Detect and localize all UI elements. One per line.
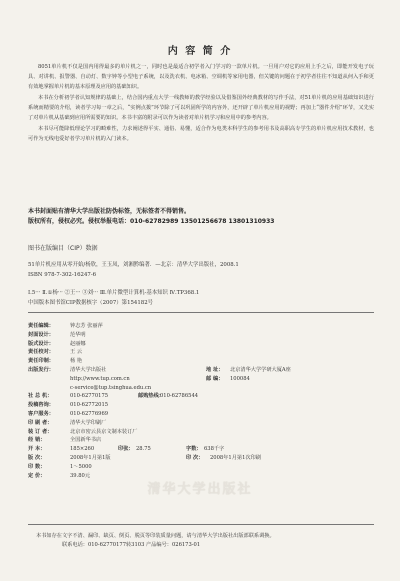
credit-row [28, 322, 374, 331]
credit-row [28, 436, 374, 445]
binder-value: 北京市密云县京文制本装订厂 [70, 428, 138, 435]
print-run-label: 印 数： [28, 463, 46, 470]
cip-number: 中国版本图书馆CIP数据核字（2007）第154182号 [28, 300, 154, 306]
cover-design-label: 封面设计： [28, 331, 54, 338]
proofreader-value: 王 云 [70, 349, 83, 356]
publisher-value: 清华大学出版社 [70, 366, 107, 373]
divider [28, 312, 374, 313]
print-run-value: 1～5000 [70, 463, 92, 470]
service-email[interactable]: c-service@tup.tsinghua.edu.cn [70, 384, 152, 391]
publisher-watermark: 清华大学出版社 [147, 482, 253, 497]
cip-isbn: ISBN 978-7-302-16247-6 [28, 272, 97, 278]
contact-and-product-code: 联系电话：010-62770177转3103 产品编号：026173-01 [62, 542, 201, 548]
cip-classification: Ⅰ.5··· Ⅱ.①杨··· ②王··· ③刘··· Ⅲ.单片微型计算机-基本知识 Ⅳ.TP368.1 [28, 290, 200, 296]
postcode-label: 邮 编： [206, 375, 224, 382]
intro-paragraph: 本书在分析初学者认知规律的基础上，结合国内重点大学一线教师的教学经验以及借鉴国外经典教材的写作手法，对51单片机的应用基础知识进行系统而精要的介绍，读者学习每一章之后，“实例点拨”环节除了可以巩固所学的内容外，还开辟了单片机应用的视野；再加上“器件介绍”环节，又先实了对单片机从基础到应用所需要的知识。本书丰富的附录可以作为读者对单片机学习和应用中的参考内容。 [28, 95, 374, 121]
quality-notice-text: 本书如存在文字不清、漏印、缺页、倒页、脱页等印装质量问题，请与清华大学出版社出版部联系调换。 [36, 533, 275, 539]
cip-title: 图书在版编目（CIP）数据 [28, 245, 98, 252]
intro-section [28, 62, 374, 145]
intro-title: 内 容 简 介 [167, 46, 233, 57]
mail-order-value: 010-62786544 [160, 393, 199, 400]
editor-value: 钟志芳 张丽萍 [70, 323, 103, 329]
distributor-label: 经 销： [28, 437, 46, 444]
price-label: 定 价： [28, 472, 46, 479]
cip-record: 51单片机应用从零开始/杨欣，王玉凤，刘湘黔编著．—北京：清华大学出版社，2008.1 [28, 262, 239, 268]
mail-order-label: 邮购热线： [138, 393, 164, 400]
cip-data [28, 243, 374, 308]
credit-row [28, 419, 374, 428]
publication-credits [28, 322, 374, 480]
credit-row [28, 366, 374, 375]
layout-design-label: 版式设计： [28, 340, 54, 347]
print-manager-value: 杨 艳 [70, 358, 83, 365]
credit-row [28, 331, 374, 340]
credit-row [28, 375, 374, 384]
print-manager-label: 责任印制： [28, 358, 54, 365]
printing-label: 印 次： [186, 454, 204, 461]
publisher-label: 出版发行： [28, 366, 54, 373]
printer-value: 清华大学印刷厂 [70, 419, 107, 426]
submission-value: 010-62772015 [70, 402, 109, 409]
proofreader-label: 责任校对： [28, 349, 54, 356]
intro-paragraph: 8051单片机不仅是国内用得最多的单片机之一，同时也是最适合初学者入门学习的一款单片机。一旦用户对它的应用上手之后，即能开发电子玩具、对讲机、报警器、自动灯、数字钟等小型电子系统，以及洗衣机、电冰箱、空调机等家用电器，但关键的问题在于初学者往往不知道从何入手和更有效地掌握单片机的基本原理及应用的基础知识。 [28, 64, 374, 90]
edition-value: 2008年1月第1版 [70, 454, 111, 461]
credit-row [28, 348, 374, 357]
word-count-value: 638千字 [204, 446, 225, 453]
distributor-value: 全国新华书店 [70, 437, 102, 444]
address-value: 北京清华大学学研大厦A座 [230, 366, 291, 373]
credit-row [28, 463, 374, 472]
credit-row [28, 340, 374, 349]
divider [28, 524, 374, 525]
address-label: 地 址： [206, 366, 224, 373]
submission-label: 投稿咨询： [28, 402, 54, 409]
credit-row [28, 410, 374, 419]
credit-row [28, 401, 374, 410]
editor-label: 责任编辑： [28, 323, 54, 329]
layout-design-value: 赵丽娜 [70, 340, 86, 347]
customer-service-label: 客户服务： [28, 410, 54, 417]
notice-label-line: 本书封面贴有清华大学出版社防伪标签，无标签者不得销售。 [28, 208, 191, 215]
credit-row [28, 392, 374, 401]
credit-row [28, 384, 374, 393]
price-value: 39.80元 [70, 472, 91, 479]
cover-design-value: 范华明 [70, 331, 86, 338]
switchboard-value: 010-62770175 [70, 393, 109, 400]
credit-row [28, 428, 374, 437]
printer-label: 印 刷 者： [28, 419, 53, 426]
word-count-label: 字数： [186, 446, 202, 453]
credit-row [28, 357, 374, 366]
credit-row [28, 454, 374, 463]
binder-label: 装 订 者： [28, 428, 53, 435]
format-value: 185×260 [70, 446, 95, 453]
customer-service-value: 010-62776969 [70, 410, 109, 417]
notice-report-line: 版权所有，侵权必究。侵权举报电话：010-62782989 13501256678 13801310933 [28, 218, 275, 225]
website-link[interactable]: http://www.tup.com.cn [70, 375, 130, 382]
quality-notice [28, 532, 374, 550]
credit-row [28, 445, 374, 454]
sheets-label: 印张： [118, 446, 134, 453]
postcode-value: 100084 [230, 375, 250, 382]
switchboard-label: 社 总 机： [28, 393, 53, 400]
intro-paragraph: 本书尽可能降低理论学习的畸难性，力求阐述得平实、通俗、易懂，适合作为电类本科学生的参考用书及高职高专学生的单片机应用技术教材，也可作为无线电爱好者学习单片机的入门读本。 [28, 126, 374, 142]
anti-piracy-notice [28, 207, 374, 227]
edition-label: 版 次： [28, 454, 46, 461]
format-label: 开 本： [28, 446, 46, 453]
sheets-value: 28.75 [136, 446, 151, 453]
printing-value: 2008年1月第1次印刷 [210, 454, 261, 461]
